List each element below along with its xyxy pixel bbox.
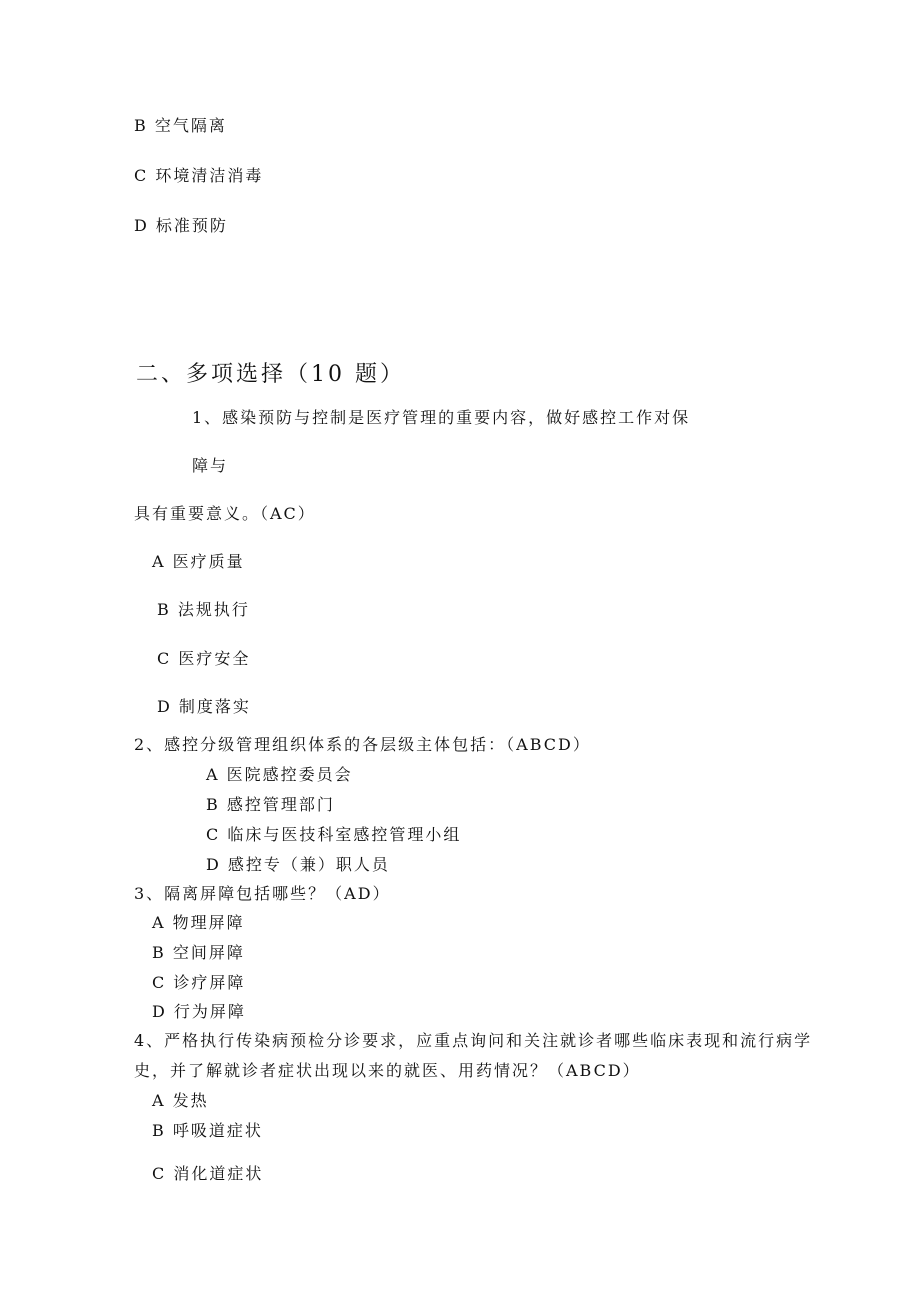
option-text: C 诊疗屏障: [152, 973, 246, 992]
question-stem: 3、隔离屏障包括哪些？（AD）: [134, 884, 391, 903]
option-text: A 物理屏障: [152, 913, 245, 932]
option-text: D 制度落实: [157, 697, 251, 716]
option-text: C 消化道症状: [152, 1164, 264, 1183]
option-text: A 医疗质量: [152, 552, 245, 571]
question-stem: 1、感染预防与控制是医疗管理的重要内容，做好感控工作对保: [192, 408, 691, 427]
option-text: D 感控专（兼）职人员: [206, 855, 390, 874]
option-text: B 法规执行: [157, 600, 250, 619]
option-text: D 标准预防: [134, 216, 228, 235]
question-stem: 障与: [192, 456, 229, 475]
option-text: B 空间屏障: [152, 943, 245, 962]
question-stem: 2、感控分级管理组织体系的各层级主体包括：（ABCD）: [134, 735, 591, 754]
option-text: C 医疗安全: [157, 649, 251, 668]
option-text: B 呼吸道症状: [152, 1121, 263, 1140]
question-stem: 史，并了解就诊者症状出现以来的就医、用药情况？（ABCD）: [134, 1061, 641, 1080]
option-text: B 空气隔离: [134, 116, 227, 135]
option-text: B 感控管理部门: [206, 795, 335, 814]
option-text: D 行为屏障: [152, 1002, 246, 1021]
option-text: C 环境清洁消毒: [134, 166, 264, 185]
option-text: C 临床与医技科室感控管理小组: [206, 825, 462, 844]
option-text: A 医院感控委员会: [206, 765, 353, 784]
section-heading: 二、多项选择（10 题）: [136, 362, 405, 387]
question-stem: 具有重要意义。（AC）: [134, 504, 316, 523]
question-stem: 4、严格执行传染病预检分诊要求，应重点询问和关注就诊者哪些临床表现和流行病学: [134, 1031, 813, 1050]
option-text: A 发热: [152, 1091, 209, 1110]
